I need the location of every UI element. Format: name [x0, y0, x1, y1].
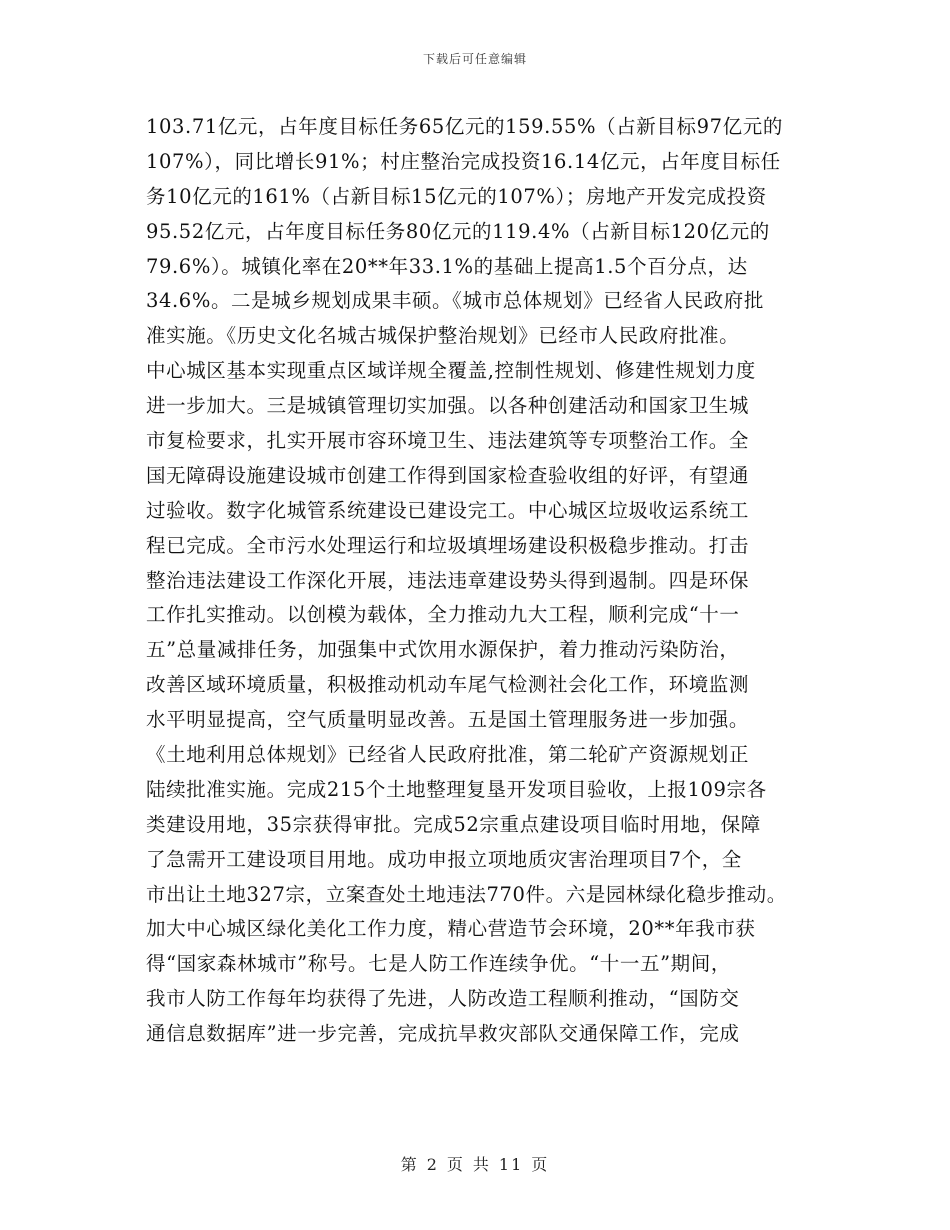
- text-line: 加大中心城区绿化美化工作力度，精心营造节会环境，20**年我市获: [146, 917, 756, 941]
- total-prefix: 共: [472, 1155, 491, 1174]
- page-number: 2: [426, 1155, 439, 1174]
- text-line: 陆续批准实施。完成215个土地整理复垦开发项目验收，上报109宗各: [146, 777, 767, 801]
- header-note: 下载后可任意编辑: [422, 52, 527, 66]
- text-line: 《土地利用总体规划》已经省人民政府批准，第二轮矿产资源规划正: [146, 743, 750, 767]
- text-line: 准实施。《历史文化名城古城保护整治规划》已经市人民政府批准。: [146, 324, 740, 348]
- total-pages: 11: [498, 1155, 524, 1174]
- text-line: 103.71亿元，占年度目标任务65亿元的159.55%（占新目标97亿元的: [146, 115, 783, 138]
- page-mid: 页: [446, 1155, 465, 1174]
- text-line: 市复检要求，扎实开展市容环境卫生、违法建筑等专项整治工作。全: [146, 429, 750, 453]
- text-line: 过验收。数字化城管系统建设已建设完工。中心城区垃圾收运系统工: [146, 498, 750, 522]
- body-text: [146, 110, 846, 1052]
- text-line: 34.6%。二是城乡规划成果丰硕。《城市总体规划》已经省人民政府批: [146, 289, 764, 313]
- text-line: 进一步加大。三是城镇管理切实加强。以各种创建活动和国家卫生城: [146, 394, 750, 418]
- text-line: 我市人防工作每年均获得了先进，人防改造工程顺利推动，“国防交: [146, 987, 740, 1011]
- page-prefix: 第: [400, 1155, 419, 1174]
- total-suffix: 页: [531, 1155, 550, 1174]
- text-line: 79.6%）。城镇化率在20**年33.1%的基础上提高1.5个百分点，达: [146, 254, 748, 278]
- text-line: 务10亿元的161%（占新目标15亿元的107%）；房地产开发完成投资: [146, 184, 767, 208]
- page-footer: [0, 1152, 950, 1175]
- text-line: 市出让土地327宗，立案查处土地违法770件。六是园林绿化稳步推动。: [146, 882, 787, 906]
- text-line: 五”总量减排任务，加强集中式饮用水源保护，着力推动污染防治，: [146, 638, 740, 662]
- text-line: 程已完成。全市污水处理运行和垃圾填埋场建设积极稳步推动。打击: [146, 533, 750, 557]
- text-line: 整治违法建设工作深化开展，违法违章建设势头得到遏制。四是环保: [146, 568, 750, 592]
- text-line: 得“国家森林城市”称号。七是人防工作连续争优。“十一五”期间，: [146, 952, 731, 976]
- text-line: 中心城区基本实现重点区域详规全覆盖,控制性规划、修建性规划力度: [146, 359, 756, 383]
- text-line: 国无障碍设施建设城市创建工作得到国家检查验收组的好评，有望通: [146, 463, 750, 487]
- text-line: 工作扎实推动。以创模为载体，全力推动九大工程，顺利完成“十一: [146, 603, 740, 627]
- text-line: 类建设用地，35宗获得审批。完成52宗重点建设项目临时用地，保障: [146, 812, 761, 836]
- text-line: 通信息数据库”进一步完善，完成抗旱救灾部队交通保障工作，完成: [146, 1022, 740, 1046]
- text-line: 改善区域环境质量，积极推动机动车尾气检测社会化工作，环境监测: [146, 673, 750, 697]
- text-line: 了急需开工建设项目用地。成功申报立项地质灾害治理项目7个，全: [146, 847, 742, 871]
- text-line: 水平明显提高，空气质量明显改善。五是国土管理服务进一步加强。: [146, 708, 750, 732]
- text-line: 95.52亿元，占年度目标任务80亿元的119.4%（占新目标120亿元的: [146, 219, 770, 243]
- text-line: 107%），同比增长91%；村庄整治完成投资16.14亿元，占年度目标任: [146, 149, 781, 173]
